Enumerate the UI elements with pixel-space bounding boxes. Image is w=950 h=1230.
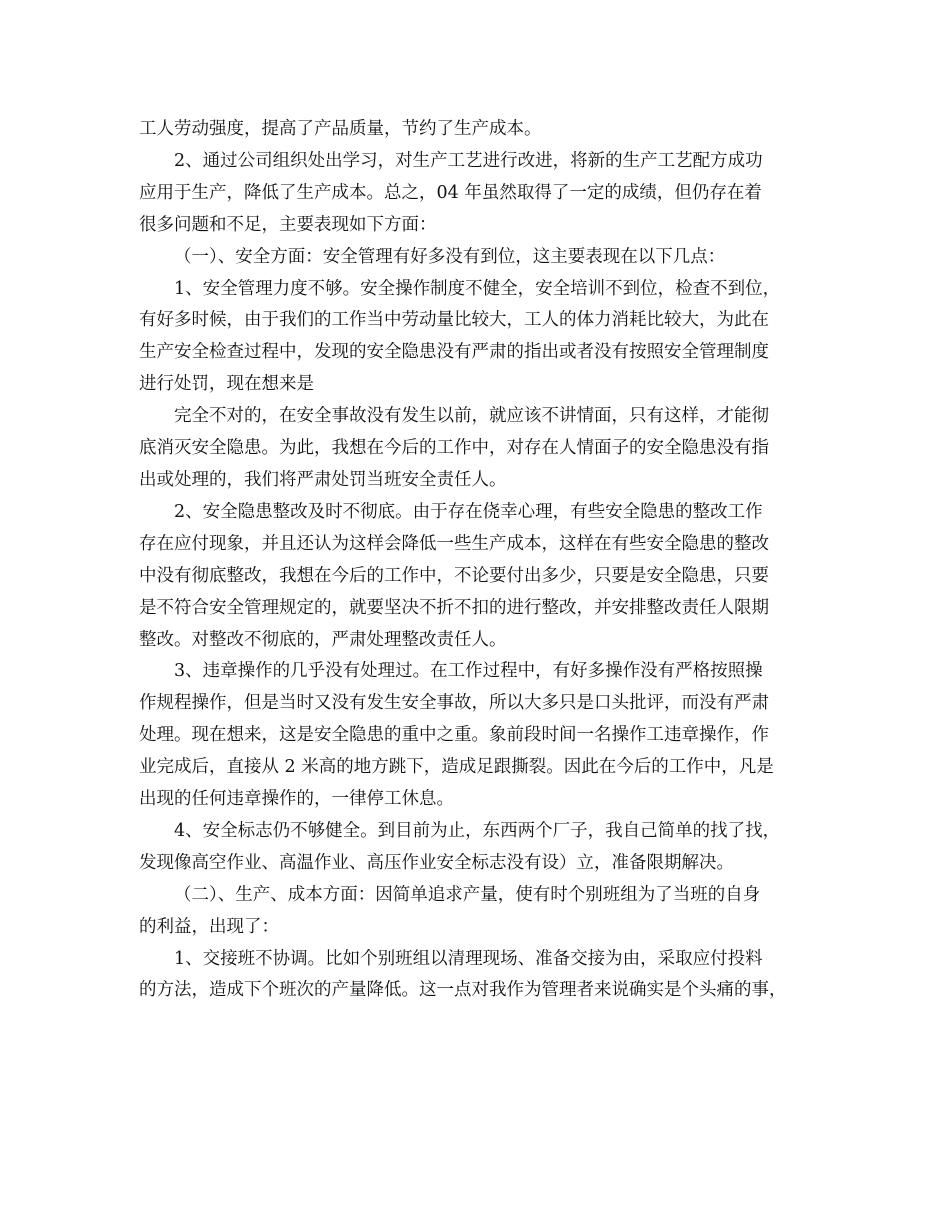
text-line: 的利益，出现了：: [139, 916, 279, 937]
document-body: [139, 114, 819, 1007]
text-line: （一）、安全方面：安全管理有好多没有到位，这主要表现在以下几点：: [174, 246, 726, 267]
text-line: 进行处罚，现在想来是: [139, 374, 314, 395]
paragraph-4: [139, 274, 819, 402]
text-line: 发现像高空作业、高温作业、高压作业安全标志没有设）立，准备限期解决。: [139, 852, 734, 873]
text-line: 完全不对的，在安全事故没有发生以前，就应该不讲情面，只有这样，才能彻: [174, 406, 769, 427]
text-line: 有好多时候，由于我们的工作当中劳动量比较大，工人的体力消耗比较大，为此在: [139, 310, 769, 331]
text-line: 是不符合安全管理规定的，就要坚决不折不扣的进行整改，并安排整改责任人限期: [139, 597, 769, 618]
text-line: 3、违章操作的几乎没有处理过。在工作过程中，有好多操作没有严格按照操: [174, 661, 763, 682]
paragraph-1: [139, 114, 819, 146]
text-line: （二）、生产、成本方面：因简单追求产量，使有时个别班组为了当班的自身: [174, 884, 761, 905]
text-line: 业完成后，直接从 2 米高的地方跳下，造成足跟撕裂。因此在今后的工作中，凡是: [139, 757, 774, 778]
paragraph-9: [139, 880, 819, 944]
text-line: 出或处理的，我们将严肃处罚当班安全责任人。: [139, 469, 507, 490]
text-line: 中没有彻底整改，我想在今后的工作中，不论要付出多少，只要是安全隐患，只要: [139, 565, 769, 586]
text-line: 2、安全隐患整改及时不彻底。由于存在侥幸心理，有些安全隐患的整改工作: [174, 501, 763, 522]
text-line: 出现的任何违章操作的，一律停工休息。: [139, 789, 454, 810]
text-line: 整改。对整改不彻底的，严肃处理整改责任人。: [139, 629, 507, 650]
text-line: 生产安全检查过程中，发现的安全隐患没有严肃的指出或者没有按照安全管理制度: [139, 342, 769, 363]
paragraph-5: [139, 401, 819, 497]
text-line: 1、交接班不协调。比如个别班组以清理现场、准备交接为由，采取应付投料: [174, 948, 763, 969]
text-line: 作规程操作，但是当时又没有发生安全事故，所以大多只是口头批评，而没有严肃: [139, 693, 769, 714]
paragraph-10: [139, 944, 819, 1008]
text-line: 工人劳动强度，提高了产品质量，节约了生产成本。: [139, 119, 542, 139]
paragraph-6: [139, 497, 819, 657]
text-line: 1、安全管理力度不够。安全操作制度不健全，安全培训不到位，检查不到位，: [174, 278, 781, 299]
paragraph-8: [139, 816, 819, 880]
paragraph-3: [139, 242, 819, 274]
paragraph-7: [139, 656, 819, 816]
text-line: 应用于生产，降低了生产成本。总之，04 年虽然取得了一定的成绩，但仍存在着: [139, 182, 762, 203]
text-line: 4、安全标志仍不够健全。到目前为止，东西两个厂子，我自己简单的找了找，: [174, 820, 781, 841]
text-line: 处理。现在想来，这是安全隐患的重中之重。象前段时间一名操作工违章操作，作: [139, 725, 769, 746]
text-line: 2、通过公司组织处出学习，对生产工艺进行改进，将新的生产工艺配方成功: [174, 150, 763, 171]
text-line: 的方法，造成下个班次的产量降低。这一点对我作为管理者来说确实是个头痛的事，: [139, 980, 787, 1001]
text-line: 很多问题和不足，主要表现如下方面：: [139, 214, 437, 235]
paragraph-2: [139, 146, 819, 242]
text-line: 存在应付现象，并且还认为这样会降低一些生产成本，这样在有些安全隐患的整改: [139, 533, 769, 554]
text-line: 底消灭安全隐患。为此，我想在今后的工作中，对存在人情面子的安全隐患没有指: [139, 438, 769, 459]
